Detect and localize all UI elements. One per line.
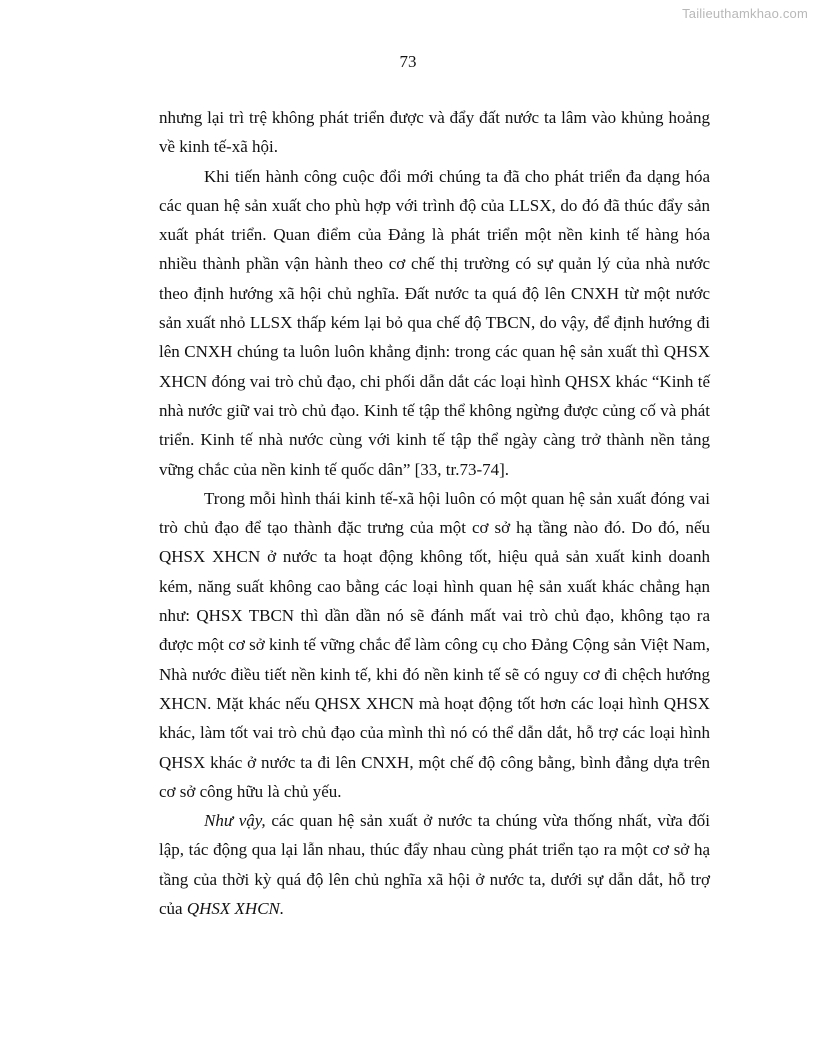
paragraph-2: Khi tiến hành công cuộc đổi mới chúng ta đã cho phát triển đa dạng hóa các quan hệ sản xuất cho phù hợp với trình độ của LLSX, do đó đã thúc đẩy sản xuất phát triển. Quan điểm của Đảng là phát triển một nền kinh tế hàng hóa nhiều thành phần vận hành theo cơ chế thị trường có sự quản lý của nhà nước theo định hướng xã hội chủ nghĩa. Đất nước ta quá độ lên CNXH từ một nước sản xuất nhỏ LLSX thấp kém lại bỏ qua chế độ TBCN, do vậy, để định hướng đi lên CNXH chúng ta luôn luôn khẳng định: trong các quan hệ sản xuất thì QHSX XHCN đóng vai trò chủ đạo, chi phối dẫn dắt các loại hình QHSX khác “Kinh tế nhà nước giữ vai trò chủ đạo. Kinh tế tập thể không ngừng được củng cố và phát triển. Kinh tế nhà nước cùng với kinh tế tập thể ngày càng trở thành nền tảng vững chắc của nền kinh tế quốc dân” [33, tr.73-74]. — [159, 166, 710, 479]
watermark-text: Tailieuthamkhao.com — [682, 6, 808, 21]
paragraph-4-lead-italic: Như vậy, — [204, 811, 266, 831]
paragraph-4 — [159, 806, 710, 923]
page-number: 73 — [399, 52, 417, 71]
paragraph-4-text: các quan hệ sản xuất ở nước ta chúng vừa thống nhất, vừa đối lập, tác động qua lại lẫn nhau, thúc đẩy nhau cùng phát triển tạo ra một cơ sở hạ tầng của thời kỳ quá độ lên chủ nghĩa xã hội ở nước ta, dưới sự dẫn dắt, hỗ trợ của — [159, 811, 710, 919]
paragraph-4-tail-italic: QHSX XHCN. — [186, 899, 285, 919]
document-body — [159, 103, 710, 923]
paragraph-1: nhưng lại trì trệ không phát triển được và đẩy đất nước ta lâm vào khủng hoảng về kinh tế-xã hội. — [159, 108, 710, 157]
paragraph-3: Trong mỗi hình thái kinh tế-xã hội luôn có một quan hệ sản xuất đóng vai trò chủ đạo để tạo thành đặc trưng của một cơ sở hạ tầng nào đó. Do đó, nếu QHSX XHCN ở nước ta hoạt động không tốt, hiệu quả sản xuất kinh doanh kém, năng suất không cao bằng các loại hình quan hệ sản xuất khác chẳng hạn như: QHSX TBCN thì dần dần nó sẽ đánh mất vai trò chủ đạo, không tạo ra được một cơ sở kinh tế vững chắc để làm công cụ cho Đảng Cộng sản Việt Nam, Nhà nước điều tiết nền kinh tế, khi đó nền kinh tế sẽ có nguy cơ đi chệch hướng XHCN. Mặt khác nếu QHSX XHCN mà hoạt động tốt hơn các loại hình QHSX khác, làm tốt vai trò chủ đạo của mình thì nó có thể dẫn dắt, hỗ trợ các loại hình QHSX khác ở nước ta đi lên CNXH, một chế độ công bằng, bình đẳng dựa trên cơ sở công hữu là chủ yếu. — [159, 488, 710, 801]
